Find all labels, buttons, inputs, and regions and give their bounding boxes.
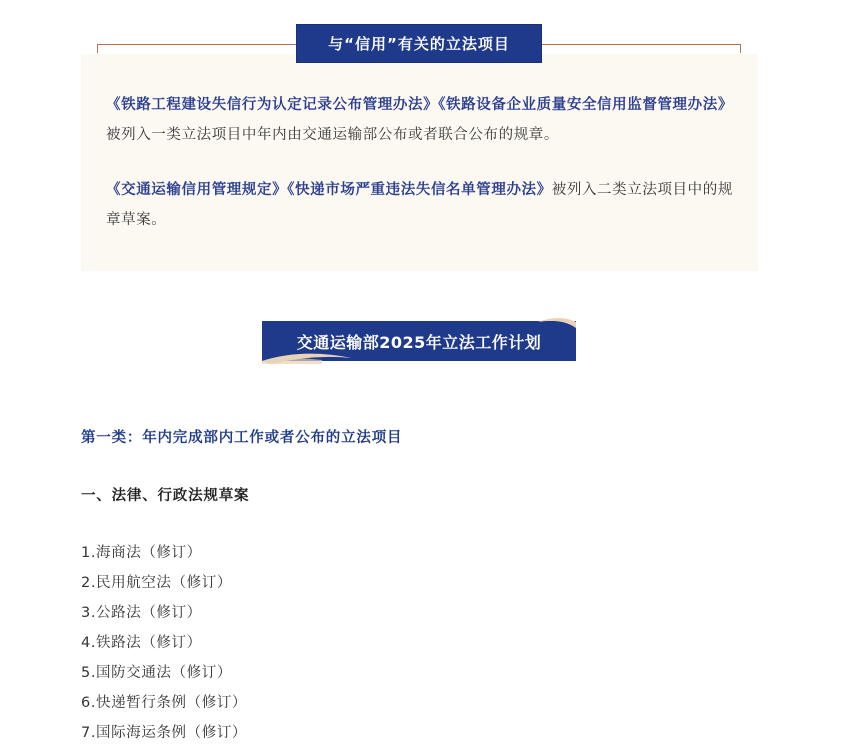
credit-paragraph-2 xyxy=(106,175,738,235)
credit-projects-box xyxy=(81,54,758,271)
credit-section-title: 与“信用”有关的立法项目 xyxy=(296,24,542,63)
frame-tick-left xyxy=(97,44,98,53)
list-item: 4.铁路法（修订） xyxy=(81,635,202,651)
plan-banner xyxy=(262,318,577,364)
credit-paragraph-2-text: 被列入二类立法项目中的规章草案。 xyxy=(106,182,733,228)
list-item: 6.快递暂行条例（修订） xyxy=(81,695,248,711)
category-heading: 第一类：年内完成部内工作或者公布的立法项目 xyxy=(81,430,403,446)
subheading: 一、法律、行政法规草案 xyxy=(81,488,250,504)
credit-paragraph-1-text: 被列入一类立法项目中年内由交通运输部公布或者联合公布的规章。 xyxy=(106,127,559,143)
list-item: 2.民用航空法（修订） xyxy=(81,575,232,591)
list-item: 1.海商法（修订） xyxy=(81,545,202,561)
credit-paragraph-2-highlight: 《交通运输信用管理规定》《快递市场严重违法失信名单管理办法》 xyxy=(106,182,552,198)
credit-paragraph-1 xyxy=(106,90,738,150)
banner-swoosh-decoration xyxy=(262,318,577,364)
frame-tick-right xyxy=(740,44,741,53)
credit-paragraph-1-highlight: 《铁路工程建设失信行为认定记录公布管理办法》《铁路设备企业质量安全信用监督管理办法》 xyxy=(106,97,733,113)
list-item: 3.公路法（修订） xyxy=(81,605,202,621)
plan-banner-title: 交通运输部2025年立法工作计划 xyxy=(262,321,576,361)
law-list xyxy=(81,538,247,744)
list-item: 7.国际海运条例（修订） xyxy=(81,725,248,741)
list-item: 5.国防交通法（修订） xyxy=(81,665,232,681)
